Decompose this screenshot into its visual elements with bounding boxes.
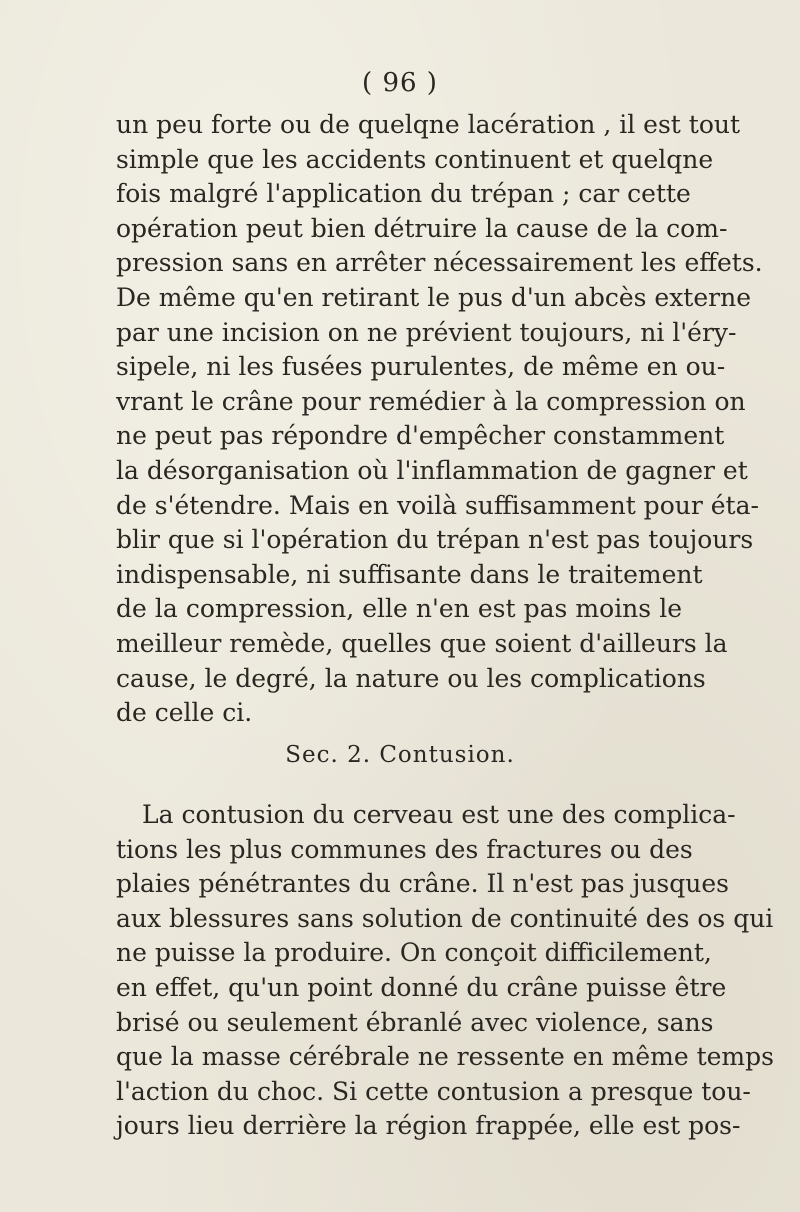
paragraph-1 bbox=[116, 108, 763, 731]
paragraph-2 bbox=[116, 798, 774, 1144]
text-line: sipele, ni les fusées purulentes, de même en ou- bbox=[116, 352, 726, 382]
text-line: cause, le degré, la nature ou les complications bbox=[116, 663, 706, 693]
text-line: un peu forte ou de quelqne lacération , il est tout bbox=[116, 110, 741, 139]
text-line: de la compression, elle n'en est pas moins le bbox=[116, 594, 682, 624]
text-line: la désorganisation où l'inflammation de gagner et bbox=[116, 455, 748, 485]
text-line: plaies pénétrantes du crâne. Il n'est pas jusques bbox=[116, 869, 729, 899]
text-line: par une incision on ne prévient toujours, ni l'éry- bbox=[116, 317, 737, 347]
page-number: ( 96 ) bbox=[362, 68, 438, 98]
text-line: opération peut bien détruire la cause de la com- bbox=[116, 213, 728, 243]
text-line: De même qu'en retirant le pus d'un abcès externe bbox=[116, 282, 751, 312]
text-line: jours lieu derrière la région frappée, elle est pos- bbox=[116, 1111, 741, 1141]
text-line: en effet, qu'un point donné du crâne puisse être bbox=[116, 972, 727, 1002]
text-line: La contusion du cerveau est une des complica- bbox=[142, 800, 736, 829]
section-heading: Sec. 2. Contusion. bbox=[285, 742, 515, 768]
text-line: indispensable, ni suffisante dans le traitement bbox=[116, 559, 703, 589]
text-line: blir que si l'opération du trépan n'est pas toujours bbox=[116, 525, 754, 555]
text-line: meilleur remède, quelles que soient d'ailleurs la bbox=[116, 628, 728, 658]
text-line: ne puisse la produire. On conçoit difficilement, bbox=[116, 938, 712, 968]
text-line: que la masse cérébrale ne ressente en même temps bbox=[116, 1042, 774, 1072]
text-line: vrant le crâne pour remédier à la compression on bbox=[116, 386, 746, 416]
text-line: simple que les accidents continuent et quelqne bbox=[116, 144, 714, 174]
text-line: fois malgré l'application du trépan ; car cette bbox=[116, 179, 691, 209]
text-line: de s'étendre. Mais en voilà suffisamment pour éta- bbox=[116, 490, 759, 520]
text-line: tions les plus communes des fractures ou des bbox=[116, 834, 693, 864]
text-line: pression sans en arrêter nécessairement les effets. bbox=[116, 248, 763, 278]
text-line: brisé ou seulement ébranlé avec violence, sans bbox=[116, 1007, 714, 1037]
text-line: ne peut pas répondre d'empêcher constamment bbox=[116, 421, 725, 451]
text-line: aux blessures sans solution de continuité des os qui bbox=[116, 903, 774, 933]
text-line: l'action du choc. Si cette contusion a presque tou- bbox=[116, 1076, 751, 1106]
text-line: de celle ci. bbox=[116, 698, 253, 728]
